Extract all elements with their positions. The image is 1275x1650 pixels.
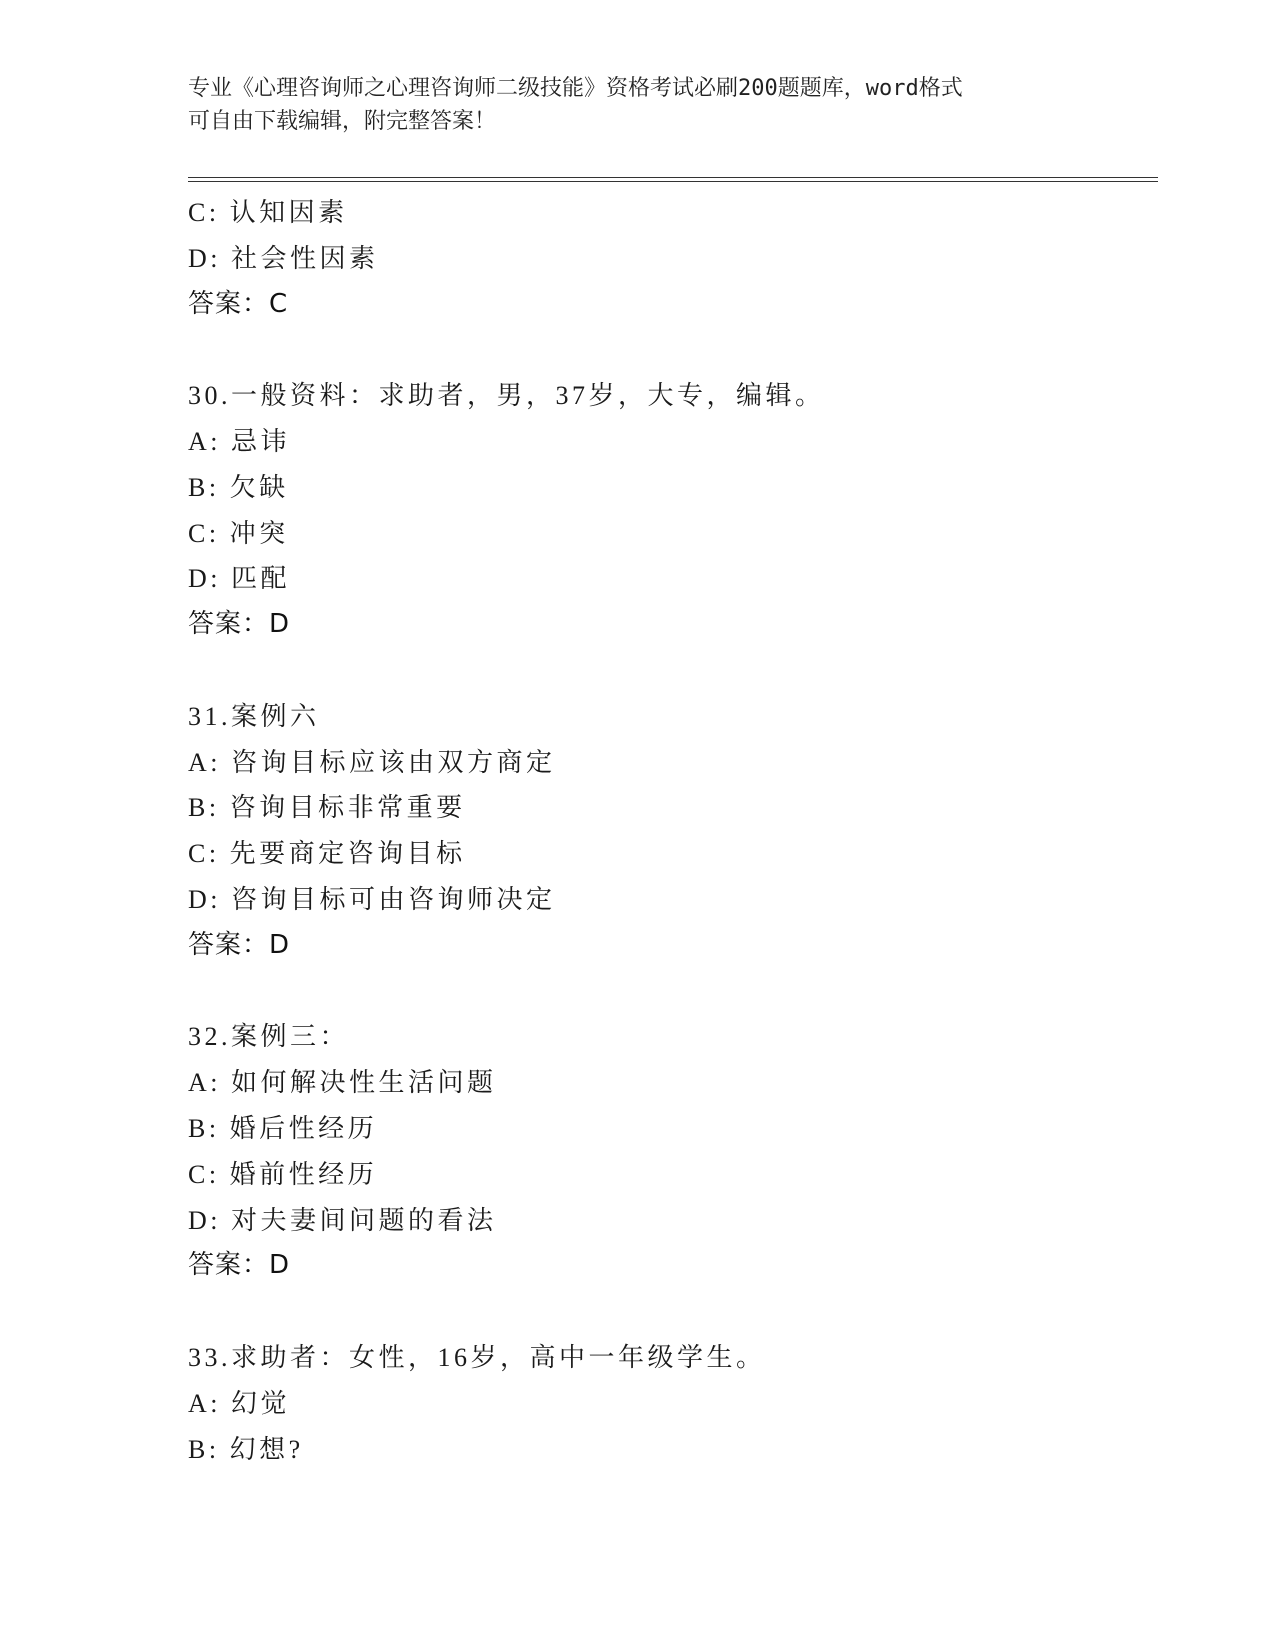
- header-divider-top: [188, 177, 1158, 178]
- blank-line: [188, 648, 1148, 694]
- option-line: B: 欠缺: [188, 472, 289, 502]
- blank-line: [188, 327, 1148, 373]
- header-title-line-1: 专业《心理咨询师之心理咨询师二级技能》资格考试必刷200题题库，word格式: [188, 76, 963, 101]
- answer-line: 答案：D: [188, 929, 291, 960]
- option-line: A: 忌讳: [188, 426, 291, 456]
- option-line: A: 咨询目标应该由双方商定: [188, 747, 556, 777]
- option-line: A: 幻觉: [188, 1388, 291, 1418]
- option-line: D: 匹配: [188, 564, 291, 594]
- option-line: C: 冲突: [188, 518, 289, 548]
- option-line: B: 幻想?: [188, 1434, 304, 1464]
- option-line: B: 咨询目标非常重要: [188, 793, 466, 823]
- blank-line: [188, 1289, 1148, 1335]
- option-line: C: 先要商定咨询目标: [188, 839, 466, 869]
- answer-line: 答案：D: [188, 609, 291, 640]
- option-line: C: 认知因素: [188, 198, 348, 227]
- answer-line: 答案：C: [188, 288, 289, 319]
- option-line: D: 咨询目标可由咨询师决定: [188, 884, 556, 914]
- option-line: C: 婚前性经历: [188, 1159, 378, 1189]
- question-stem: 33.求助者：女性，16岁，高中一年级学生。: [188, 1342, 766, 1372]
- question-stem: 32.案例三：: [188, 1022, 350, 1052]
- option-line: A: 如何解决性生活问题: [188, 1068, 497, 1098]
- header-divider-bottom: [188, 181, 1158, 182]
- option-line: D: 社会性因素: [188, 243, 379, 273]
- header-title-line-2: 可自由下载编辑，附完整答案！: [188, 109, 497, 134]
- option-line: D: 对夫妻间问题的看法: [188, 1205, 497, 1235]
- question-list: [188, 190, 1148, 1472]
- option-line: B: 婚后性经历: [188, 1113, 378, 1143]
- question-stem: 30.一般资料：求助者，男，37岁，大专，编辑。: [188, 381, 825, 411]
- blank-line: [188, 969, 1148, 1015]
- answer-line: 答案：D: [188, 1250, 291, 1281]
- document-header: [188, 72, 1088, 138]
- question-stem: 31.案例六: [188, 701, 320, 731]
